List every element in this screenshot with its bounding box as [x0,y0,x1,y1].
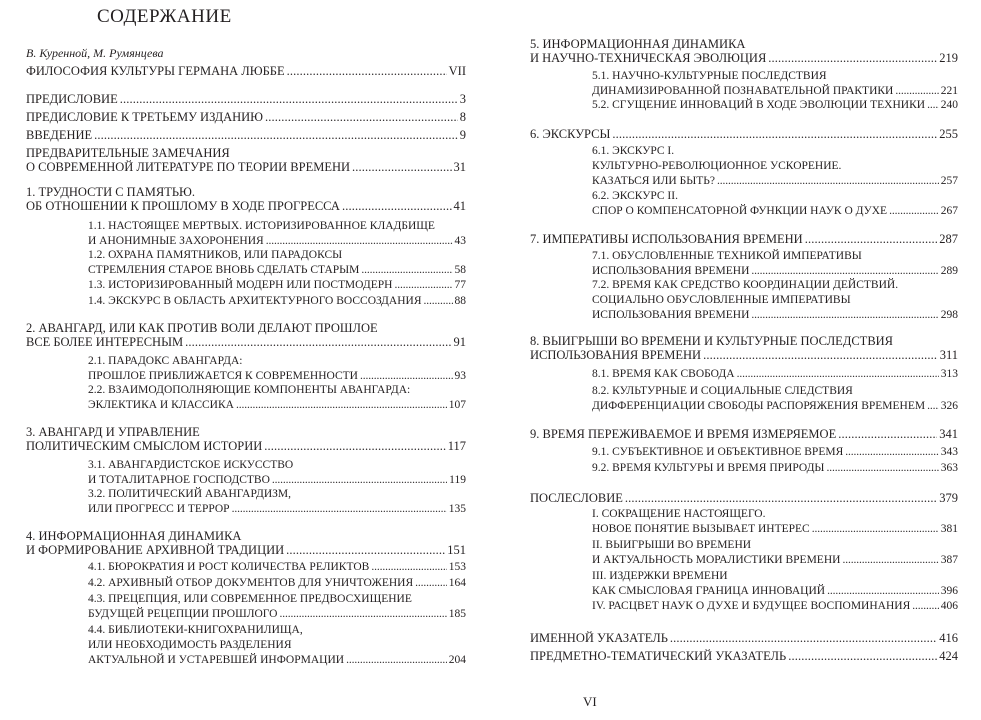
leader-dots [805,232,938,246]
toc-entry-page: 31 [453,160,466,174]
toc-entry-title: 7.1. ОБУСЛОВЛЕННЫЕ ТЕХНИКОЙ ИМПЕРАТИВЫ [592,250,862,262]
toc-entry-title: 1.3. ИСТОРИЗИРОВАННЫЙ МОДЕРН ИЛИ ПОСТМОДЕРН [88,279,393,291]
toc-entry-title: ДИФФЕРЕНЦИАЦИИ СВОБОДЫ РАСПОРЯЖЕНИЯ ВРЕМЕНЕМ [592,400,926,412]
toc-entry-page: 117 [447,439,466,453]
toc-entry-title: 4. ИНФОРМАЦИОННАЯ ДИНАМИКА [26,529,242,543]
toc-entry-title: ИЛИ ПРОГРЕСС И ТЕРРОР [88,503,230,515]
toc-entry-title: БУДУЩЕЙ РЕЦЕПЦИИ ПРОШЛОГО [88,608,278,620]
toc-entry-page: 387 [940,554,958,566]
toc-entry-page: 77 [454,279,466,291]
toc-entry-title: 7.2. ВРЕМЯ КАК СРЕДСТВО КООРДИНАЦИИ ДЕЙСТВИЙ. [592,279,899,291]
toc-entry-page: 240 [940,99,958,111]
leader-dots [236,398,447,412]
leader-dots [361,263,452,277]
leader-dots [927,399,939,413]
toc-entry-page: 3 [459,92,466,106]
toc-entry-title: КАК СМЫСЛОВАЯ ГРАНИЦА ИННОВАЦИЙ [592,585,826,597]
leader-dots [842,553,938,567]
toc-entry-title: 3.1. АВАНГАРДИСТСКОЕ ИСКУССТВО [88,459,294,471]
toc-entry-page: 9 [459,128,466,142]
toc-entry-page: 287 [939,232,958,246]
leader-dots [265,110,458,124]
page-title: СОДЕРЖАНИЕ [97,6,232,27]
leader-dots [895,84,938,98]
toc-entry-title: О СОВРЕМЕННОЙ ЛИТЕРАТУРЕ ПО ТЕОРИИ ВРЕМЕНИ [26,160,351,174]
toc-entry-page: 343 [940,446,958,458]
toc-entry-title: ПРЕДВАРИТЕЛЬНЫЕ ЗАМЕЧАНИЯ [26,146,230,160]
toc-entry-page: 255 [939,127,958,141]
toc-entry-title: I. СОКРАЩЕНИЕ НАСТОЯЩЕГО. [592,508,766,520]
toc-entry-page: 153 [448,561,466,573]
leader-dots [279,607,446,621]
toc-entry-page: 379 [939,491,958,505]
toc-entry-title: ПОСЛЕСЛОВИЕ [530,491,623,505]
toc-entry-page: 119 [449,474,466,486]
toc-entry-title: И ТОТАЛИТАРНОЕ ГОСПОДСТВО [88,474,270,486]
leader-dots [912,599,938,613]
toc-entry-title: АКТУАЛЬНОЙ И УСТАРЕВШЕЙ ИНФОРМАЦИИ [88,654,345,666]
toc-entry-title: 4.3. ПРЕЦЕПЦИЯ, ИЛИ СОВРЕМЕННОЕ ПРЕДВОСХИЩЕНИЕ [88,593,412,605]
leader-dots [826,461,938,475]
leader-dots [352,160,451,174]
leader-dots [232,502,447,516]
toc-entry-page: 424 [939,649,958,663]
leader-dots [788,649,937,663]
page-number: VI [583,694,597,709]
toc-entry-title: ИСПОЛЬЗОВАНИЯ ВРЕМЕНИ [592,265,750,277]
toc-entry-page: 257 [940,175,958,187]
toc-entry-page: 406 [940,600,958,612]
toc-entry-title: 1.1. НАСТОЯЩЕЕ МЕРТВЫХ. ИСТОРИЗИРОВАННОЕ КЛАДБИЩЕ [88,220,435,232]
toc-entry-title: И НАУЧНО-ТЕХНИЧЕСКАЯ ЭВОЛЮЦИЯ [530,51,767,65]
toc-entry-page: 221 [940,85,958,97]
toc-entry-title: 8.2. КУЛЬТУРНЫЕ И СОЦИАЛЬНЫЕ СЛЕДСТВИЯ [592,385,853,397]
toc-entry-page: 311 [939,348,958,362]
toc-entry-title: 9. ВРЕМЯ ПЕРЕЖИВАЕМОЕ И ВРЕМЯ ИЗМЕРЯЕМОЕ [530,427,837,441]
leader-dots [185,335,451,349]
toc-entry-title: ОБ ОТНОШЕНИИ К ПРОШЛОМУ В ХОДЕ ПРОГРЕССА [26,199,340,213]
toc-entry-title: 5.1. НАУЧНО-КУЛЬТУРНЫЕ ПОСЛЕДСТВИЯ [592,70,827,82]
leader-dots [266,234,453,248]
toc-entry-title: ИЛИ НЕОБХОДИМОСТЬ РАЗДЕЛЕНИЯ [88,639,292,651]
toc-entry-page: 298 [940,309,958,321]
leader-dots [625,491,937,505]
toc-entry-page: 135 [448,503,466,515]
toc-entry-title: ПРОШЛОЕ ПРИБЛИЖАЕТСЯ К СОВРЕМЕННОСТИ [88,370,358,382]
toc-entry-title: КАЗАТЬСЯ ИЛИ БЫТЬ? [592,175,715,187]
leader-dots [120,92,458,106]
toc-entry-title: 9.2. ВРЕМЯ КУЛЬТУРЫ И ВРЕМЯ ПРИРОДЫ [592,462,825,474]
leader-dots [272,473,447,487]
leader-dots [94,128,458,142]
toc-entry-page: 185 [448,608,466,620]
toc-entry-page: 219 [939,51,958,65]
toc-entry-page: 41 [453,199,466,213]
leader-dots [927,98,939,112]
toc-entry-title: ЭКЛЕКТИКА И КЛАССИКА [88,399,234,411]
toc-entry-title: 2.2. ВЗАИМОДОПОЛНЯЮЩИЕ КОМПОНЕНТЫ АВАНГАРДА: [88,384,411,396]
toc-entry-title: ВВЕДЕНИЕ [26,128,93,142]
toc-entry-page: 381 [940,523,958,535]
toc-entry-page: 164 [448,577,466,589]
toc-entry-title: 1.4. ЭКСКУРС В ОБЛАСТЬ АРХИТЕКТУРНОГО ВОССОЗДАНИЯ [88,295,422,307]
toc-entry-page: 107 [448,399,466,411]
toc-entry-page: 313 [940,368,958,380]
leader-dots [394,278,452,292]
toc-entry-title: 8. ВЫИГРЫШИ ВО ВРЕМЕНИ И КУЛЬТУРНЫЕ ПОСЛЕДСТВИЯ [530,334,894,348]
leader-dots [670,631,937,645]
toc-entry-title: И ФОРМИРОВАНИЕ АРХИВНОЙ ТРАДИЦИИ [26,543,285,557]
toc-entry-title: ИМЕННОЙ УКАЗАТЕЛЬ [530,631,668,645]
leader-dots [838,427,937,441]
leader-dots [415,576,447,590]
leader-dots [717,174,939,188]
toc-entry-title: ПРЕДИСЛОВИЕ К ТРЕТЬЕМУ ИЗДАНИЮ [26,110,264,124]
leader-dots [342,199,452,213]
leader-dots [287,64,447,78]
toc-entry-page: 91 [453,335,466,349]
leader-dots [845,445,939,459]
toc-entry-page: 58 [454,264,466,276]
toc-entry-page: 204 [448,654,466,666]
toc-entry-title: 1. ТРУДНОСТИ С ПАМЯТЬЮ. [26,185,195,199]
toc-entry-title: 6.2. ЭКСКУРС II. [592,190,678,202]
toc-entry-title: 1.2. ОХРАНА ПАМЯТНИКОВ, ИЛИ ПАРАДОКСЫ [88,249,343,261]
toc-entry-title: ПОЛИТИЧЕСКИМ СМЫСЛОМ ИСТОРИИ [26,439,263,453]
toc-entry-title: 4.2. АРХИВНЫЙ ОТБОР ДОКУМЕНТОВ ДЛЯ УНИЧТОЖЕНИЯ [88,577,414,589]
leader-dots [827,584,939,598]
leader-dots [703,348,938,362]
toc-entry-title: СПОР О КОМПЕНСАТОРНОЙ ФУНКЦИИ НАУК О ДУХЕ [592,205,888,217]
leader-dots [737,367,939,381]
toc-entry-title: 3. АВАНГАРД И УПРАВЛЕНИЕ [26,425,200,439]
leader-dots [346,653,447,667]
leader-dots [424,294,453,308]
leader-dots [286,543,445,557]
toc-entry-title: И АКТУАЛЬНОСТЬ МОРАЛИСТИКИ ВРЕМЕНИ [592,554,841,566]
toc-entry-title: 2.1. ПАРАДОКС АВАНГАРДА: [88,355,243,367]
toc-entry-title: ВСЕ БОЛЕЕ ИНТЕРЕСНЫМ [26,335,184,349]
toc-entry-page: 88 [454,295,466,307]
toc-entry-title: 5. ИНФОРМАЦИОННАЯ ДИНАМИКА [530,37,746,51]
leader-dots [751,308,938,322]
toc-entry-page: 416 [939,631,958,645]
leader-dots [768,51,937,65]
toc-entry-title: СОЦИАЛЬНО ОБУСЛОВЛЕННЫЕ ИМПЕРАТИВЫ [592,294,851,306]
toc-entry-title: ФИЛОСОФИЯ КУЛЬТУРЫ ГЕРМАНА ЛЮББЕ [26,64,285,78]
toc-entry-title: 5.2. СГУЩЕНИЕ ИННОВАЦИЙ В ХОДЕ ЭВОЛЮЦИИ ТЕХНИКИ [592,99,926,111]
toc-entry-title: СТРЕМЛЕНИЯ СТАРОЕ ВНОВЬ СДЕЛАТЬ СТАРЫМ [88,264,360,276]
toc-entry-page: 43 [454,235,466,247]
toc-entry-page: 363 [940,462,958,474]
toc-entry-title: ИСПОЛЬЗОВАНИЯ ВРЕМЕНИ [592,309,750,321]
toc-entry-title: III. ИЗДЕРЖКИ ВРЕМЕНИ [592,570,728,582]
toc-entry-title: КУЛЬТУРНО-РЕВОЛЮЦИОННОЕ УСКОРЕНИЕ. [592,160,842,172]
leader-dots [612,127,937,141]
toc-entry-title: IV. РАСЦВЕТ НАУК О ДУХЕ И БУДУЩЕЕ ВОСПОМИНАНИЯ [592,600,911,612]
toc-entry-page: 326 [940,400,958,412]
toc-author-line: В. Куренной, М. Румянцева [26,46,164,60]
leader-dots [889,204,939,218]
toc-entry-title: 6. ЭКСКУРСЫ [530,127,611,141]
toc-entry-title: 9.1. СУБЪЕКТИВНОЕ И ОБЪЕКТИВНОЕ ВРЕМЯ [592,446,844,458]
toc-entry-page: 8 [459,110,466,124]
toc-entry-page: 267 [940,205,958,217]
toc-entry-title: 2. АВАНГАРД, ИЛИ КАК ПРОТИВ ВОЛИ ДЕЛАЮТ ПРОШЛОЕ [26,321,378,335]
toc-entry-page: 151 [447,543,466,557]
toc-entry-page: 396 [940,585,958,597]
toc-entry-title: ПРЕДИСЛОВИЕ [26,92,118,106]
toc-entry-title: 3.2. ПОЛИТИЧЕСКИЙ АВАНГАРДИЗМ, [88,488,292,500]
leader-dots [751,264,938,278]
toc-entry-title: 4.4. БИБЛИОТЕКИ-КНИГОХРАНИЛИЩА, [88,624,303,636]
toc-entry-title: II. ВЫИГРЫШИ ВО ВРЕМЕНИ [592,539,752,551]
leader-dots [812,522,939,536]
leader-dots [264,439,445,453]
toc-entry-title: ПРЕДМЕТНО-ТЕМАТИЧЕСКИЙ УКАЗАТЕЛЬ [530,649,787,663]
toc-entry-title: И АНОНИМНЫЕ ЗАХОРОНЕНИЯ [88,235,264,247]
toc-entry-title: НОВОЕ ПОНЯТИЕ ВЫЗЫВАЕТ ИНТЕРЕС [592,523,810,535]
toc-entry-title: ИСПОЛЬЗОВАНИЯ ВРЕМЕНИ [530,348,702,362]
toc-entry-page: 341 [939,427,958,441]
toc-entry-title: 7. ИМПЕРАТИВЫ ИСПОЛЬЗОВАНИЯ ВРЕМЕНИ [530,232,803,246]
leader-dots [371,560,446,574]
toc-entry-page: VII [448,64,466,78]
toc-entry-title: 8.1. ВРЕМЯ КАК СВОБОДА [592,368,735,380]
toc-entry-title: 6.1. ЭКСКУРС I. [592,145,675,157]
toc-entry-page: 289 [940,265,958,277]
toc-entry-page: 93 [454,370,466,382]
leader-dots [360,369,453,383]
toc-entry-title: 4.1. БЮРОКРАТИЯ И РОСТ КОЛИЧЕСТВА РЕЛИКТОВ [88,561,370,573]
toc-entry-title: ДИНАМИЗИРОВАННОЙ ПОЗНАВАТЕЛЬНОЙ ПРАКТИКИ [592,85,894,97]
